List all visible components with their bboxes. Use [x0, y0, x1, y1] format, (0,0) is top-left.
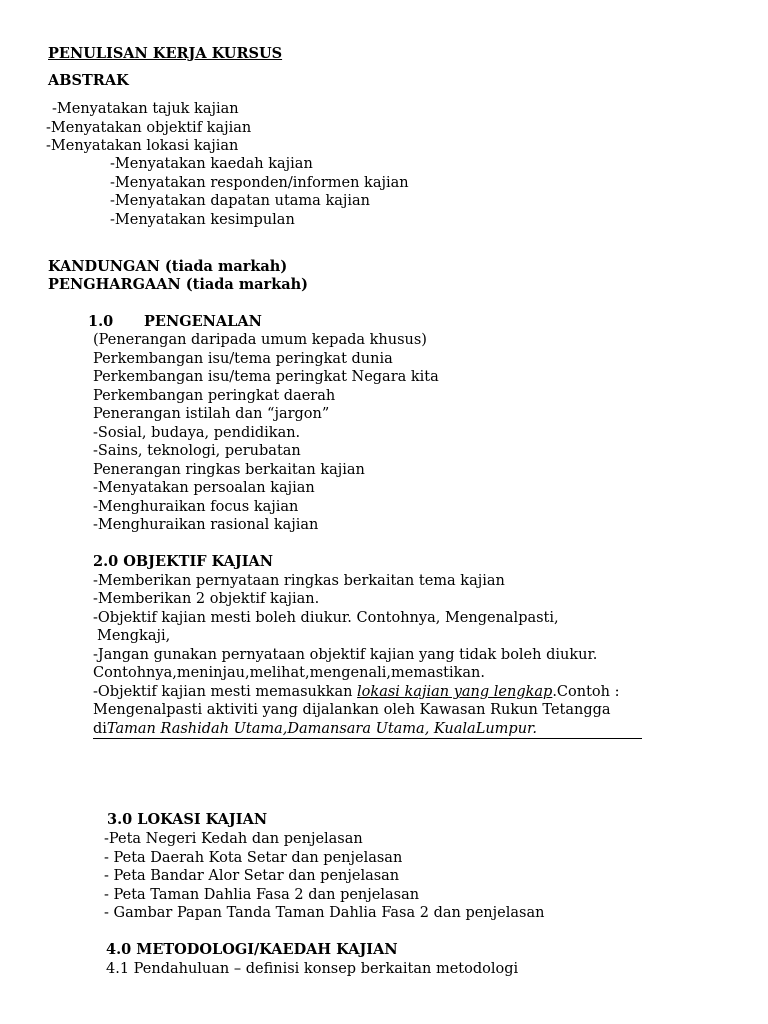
- section-3-line: -Peta Negeri Kedah dan penjelasan: [104, 831, 363, 847]
- abstrak-item: -Menyatakan tajuk kajian: [52, 101, 239, 117]
- section-1-line: -Sains, teknologi, perubatan: [93, 443, 301, 459]
- section-1-heading: [88, 313, 262, 331]
- section-4-line: 4.1 Pendahuluan – definisi konsep berkaitan metodologi: [106, 961, 519, 977]
- section-1-line: (Penerangan daripada umum kepada khusus): [93, 332, 427, 348]
- section-1-line: Perkembangan peringkat daerah: [93, 388, 336, 404]
- section-2-line7-text: -Objektif kajian mesti memasukkan: [93, 684, 358, 700]
- section-1-title: PENGENALAN: [144, 313, 262, 330]
- section-2-line: -Memberikan pernyataan ringkas berkaitan tema kajian: [93, 573, 505, 589]
- section-3-line: - Peta Taman Dahlia Fasa 2 dan penjelasan: [104, 887, 420, 903]
- abstrak-heading: ABSTRAK: [48, 72, 129, 89]
- abstrak-item: -Menyatakan lokasi kajian: [46, 138, 239, 154]
- example-location: Taman Rashidah Utama,Damansara Utama, KualaLumpur.: [106, 721, 537, 737]
- section-2-line9-prefix: di: [93, 721, 107, 737]
- section-1-line: Penerangan istilah dan “jargon”: [93, 406, 330, 422]
- abstrak-item: -Menyatakan kaedah kajian: [110, 156, 313, 172]
- section-2-line: Mengkaji,: [97, 628, 171, 644]
- section-4-heading: 4.0 METODOLOGI/KAEDAH KAJIAN: [106, 941, 398, 958]
- section-3-line: - Peta Bandar Alor Setar dan penjelasan: [104, 868, 400, 884]
- section-1-line: -Menghuraikan focus kajian: [93, 499, 299, 515]
- abstrak-item: -Menyatakan responden/informen kajian: [110, 175, 409, 191]
- section-2-line: Mengenalpasti aktiviti yang dijalankan oleh Kawasan Rukun Tetangga: [93, 702, 611, 718]
- document-title: PENULISAN KERJA KURSUS: [48, 45, 283, 62]
- kandungan-heading: KANDUNGAN (tiada markah): [48, 258, 288, 275]
- section-2-line: [93, 683, 619, 701]
- section-1-line: -Menyatakan persoalan kajian: [93, 480, 315, 496]
- section-1-line: Perkembangan isu/tema peringkat Negara kita: [93, 369, 439, 385]
- section-3-line: - Peta Daerah Kota Setar dan penjelasan: [104, 850, 403, 866]
- section-1-line: Penerangan ringkas berkaitan kajian: [93, 462, 365, 478]
- section-2-line: -Jangan gunakan pernyataan objektif kajian yang tidak boleh diukur.: [93, 647, 598, 663]
- section-2-line7-suffix: .Contoh :: [552, 684, 620, 700]
- section-1-number: 1.0: [88, 313, 114, 330]
- section-3-line: - Gambar Papan Tanda Taman Dahlia Fasa 2 dan penjelasan: [104, 905, 545, 921]
- section-2-heading: 2.0 OBJEKTIF KAJIAN: [93, 553, 274, 570]
- abstrak-item: -Menyatakan kesimpulan: [110, 212, 295, 228]
- abstrak-item: -Menyatakan dapatan utama kajian: [110, 193, 370, 209]
- section-2-line: Contohnya,meninjau,melihat,mengenali,memastikan.: [93, 665, 486, 681]
- section-3-heading: 3.0 LOKASI KAJIAN: [107, 811, 268, 828]
- section-2-line: -Memberikan 2 objektif kajian.: [93, 591, 320, 607]
- section-2-line: -Objektif kajian mesti boleh diukur. Contohnya, Mengenalpasti,: [93, 610, 559, 626]
- section-1-line: -Sosial, budaya, pendidikan.: [93, 425, 301, 441]
- section-1-line: Perkembangan isu/tema peringkat dunia: [93, 351, 393, 367]
- section-2-example-line: [93, 720, 642, 739]
- abstrak-item: -Menyatakan objektif kajian: [46, 120, 252, 136]
- penghargaan-heading: PENGHARGAAN (tiada markah): [48, 276, 309, 293]
- location-emphasis: lokasi kajian yang lengkap: [357, 684, 553, 700]
- section-1-line: -Menghuraikan rasional kajian: [93, 517, 319, 533]
